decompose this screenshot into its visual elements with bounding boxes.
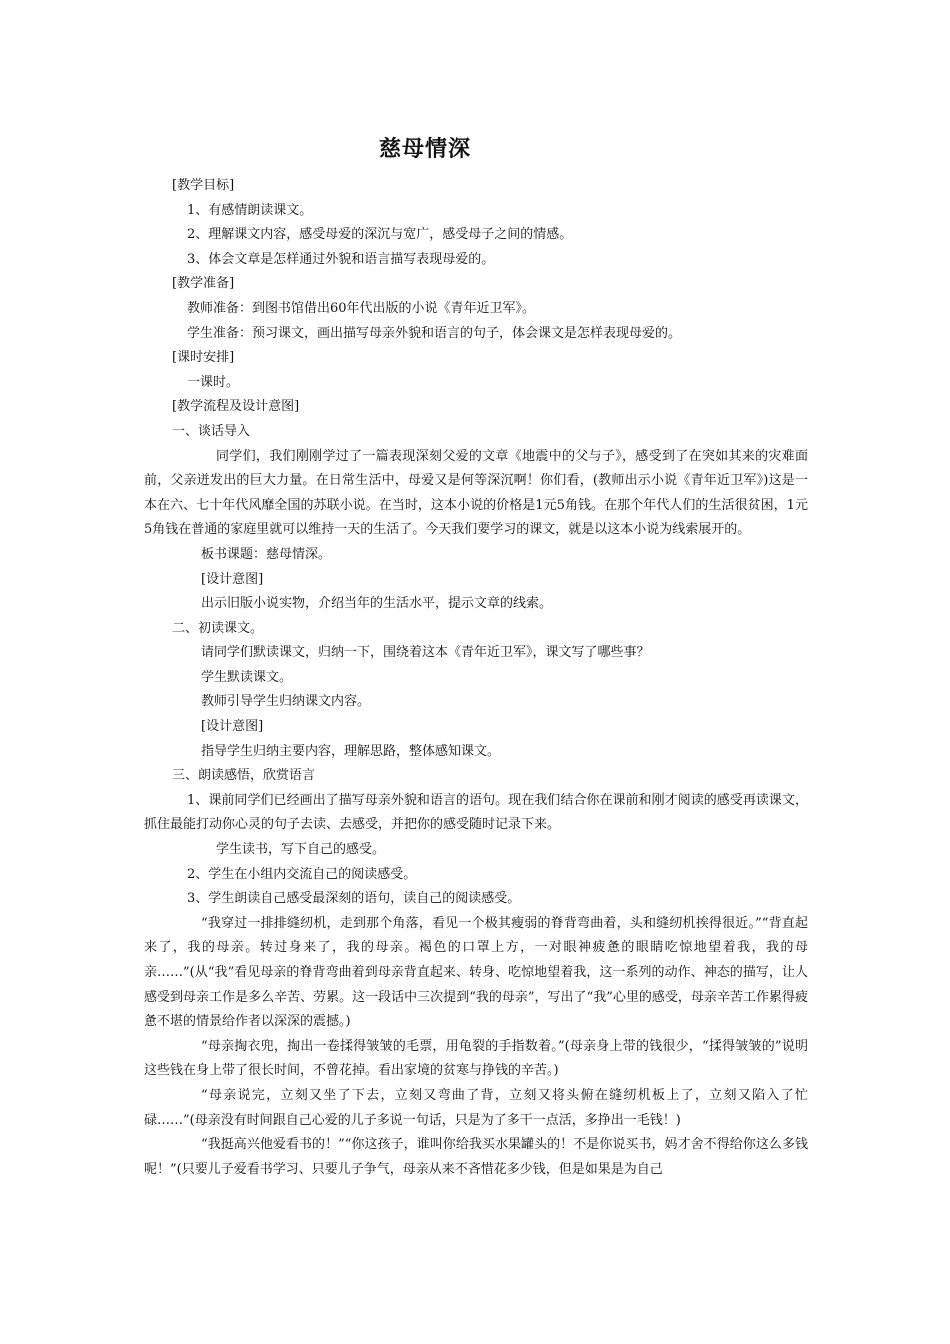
paragraph: “母亲说完，立刻又坐了下去，立刻又弯曲了背，立刻又将头俯在缝纫机板上了，立刻又陷入了忙碌……”(母亲没有时间跟自己心爱的儿子多说一句话，只是为了多干一点活，多挣出一毛钱！) (144, 1087, 808, 1128)
paragraph: 一、谈话导入 (172, 423, 251, 439)
paragraph: 学生准备：预习课文，画出描写母亲外貌和语言的句子，体会课文是怎样表现母爱的。 (187, 325, 682, 341)
paragraph: 出示旧版小说实物，介绍当年的生活水平，提示文章的线索。 (201, 596, 553, 612)
paragraph: [设计意图] (201, 571, 264, 587)
paragraph: [教学准备] (172, 276, 235, 292)
paragraph: 2、学生在小组内交流自己的阅读感受。 (187, 866, 417, 882)
paragraph: “我挺高兴他爱看书的！”“你这孩子，谁叫你给我买水果罐头的！不是你说买书，妈才舍不得给你这么多钱呢！”(只要儿子爱看书学习、只要儿子争气，母亲从来不吝惜花多少钱，但是如果是为自己 (144, 1137, 808, 1177)
paragraph: 1、课前同学们已经画出了描写母亲外貌和语言的语句。现在我们结合你在课前和刚才阅读的感受再读课文，抓住最能打动你心灵的句子去读、去感受，并把你的感受随时记录下来。 (144, 792, 808, 833)
paragraph: 学生默读课文。 (201, 669, 293, 685)
paragraph: 一课时。 (187, 374, 240, 390)
paragraph: [课时安排] (172, 350, 235, 366)
paragraph: 1、有感情朗读课文。 (187, 202, 313, 218)
paragraph: 三、朗读感悟，欣赏语言 (172, 768, 316, 784)
paragraph: “母亲掏衣兜，掏出一卷揉得皱皱的毛票，用龟裂的手指数着。”(母亲身上带的钱很少，“揉得皱皱的”说明这些钱在身上带了很长时间，不曾花掉。看出家境的贫寒与挣钱的辛苦。) (144, 1038, 808, 1079)
paragraph: 请同学们默读课文，归纳一下，围绕着这本《青年近卫军》，课文写了哪些事？ (201, 645, 650, 661)
paragraph: 二、初读课文。 (172, 620, 264, 636)
paragraph: 指导学生归纳主要内容，理解思路，整体感知课文。 (201, 743, 501, 759)
document-title: 慈母情深 (378, 137, 471, 162)
paragraph: 2、理解课文内容，感受母爱的深沉与宽广，感受母子之间的情感。 (187, 227, 573, 243)
paragraph: 教师引导学生归纳课文内容。 (201, 694, 371, 710)
paragraph: [设计意图] (201, 719, 264, 735)
paragraph: [教学流程及设计意图] (172, 399, 300, 415)
paragraph: 学生读书，写下自己的感受。 (216, 842, 386, 858)
paragraph: 同学们，我们刚刚学过了一篇表现深刻父爱的文章《地震中的父与子》，感受到了在突如其来的灾难面前，父亲迸发出的巨大力量。在日常生活中，母爱又是何等深沉啊！你们看，(教师出示小说《青年近卫军》)这是一本在六、七十年代风靡全国的苏联小说。在当时，这本小说的价格是1元5角钱。在那个年代人们的生活很贫困，1元5角钱在普通的家庭里就可以维持一天的生活了。今天我们要学习的课文，就是以这本小说为线索展开的。 (144, 448, 808, 538)
paragraph: 教师准备：到图书馆借出60年代出版的小说《青年近卫军》。 (187, 300, 536, 316)
document-body (144, 174, 808, 1182)
paragraph: 3、学生朗读自己感受最深刻的语句，读自己的阅读感受。 (187, 891, 521, 907)
paragraph: “我穿过一排排缝纫机，走到那个角落，看见一个极其瘦弱的脊背弯曲着，头和缝纫机挨得很近。”“背直起来了，我的母亲。转过身来了，我的母亲。褐色的口罩上方，一对眼神疲惫的眼睛吃惊地望着我，我的母亲……”(从“我”看见母亲的脊背弯曲着到母亲背直起来、转身、吃惊地望着我，这一系列的动作、神态的描写，让人感受到母亲工作是多么辛苦、劳累。这一段话中三次提到“我的母亲”，写出了“我”心里的感受，母亲辛苦工作累得疲惫不堪的情景给作者以深深的震撼。) (144, 915, 808, 1030)
paragraph: 3、体会文章是怎样通过外貌和语言描写表现母爱的。 (187, 251, 495, 267)
paragraph: [教学目标] (172, 178, 235, 193)
paragraph: 板书课题：慈母情深。 (201, 546, 332, 562)
